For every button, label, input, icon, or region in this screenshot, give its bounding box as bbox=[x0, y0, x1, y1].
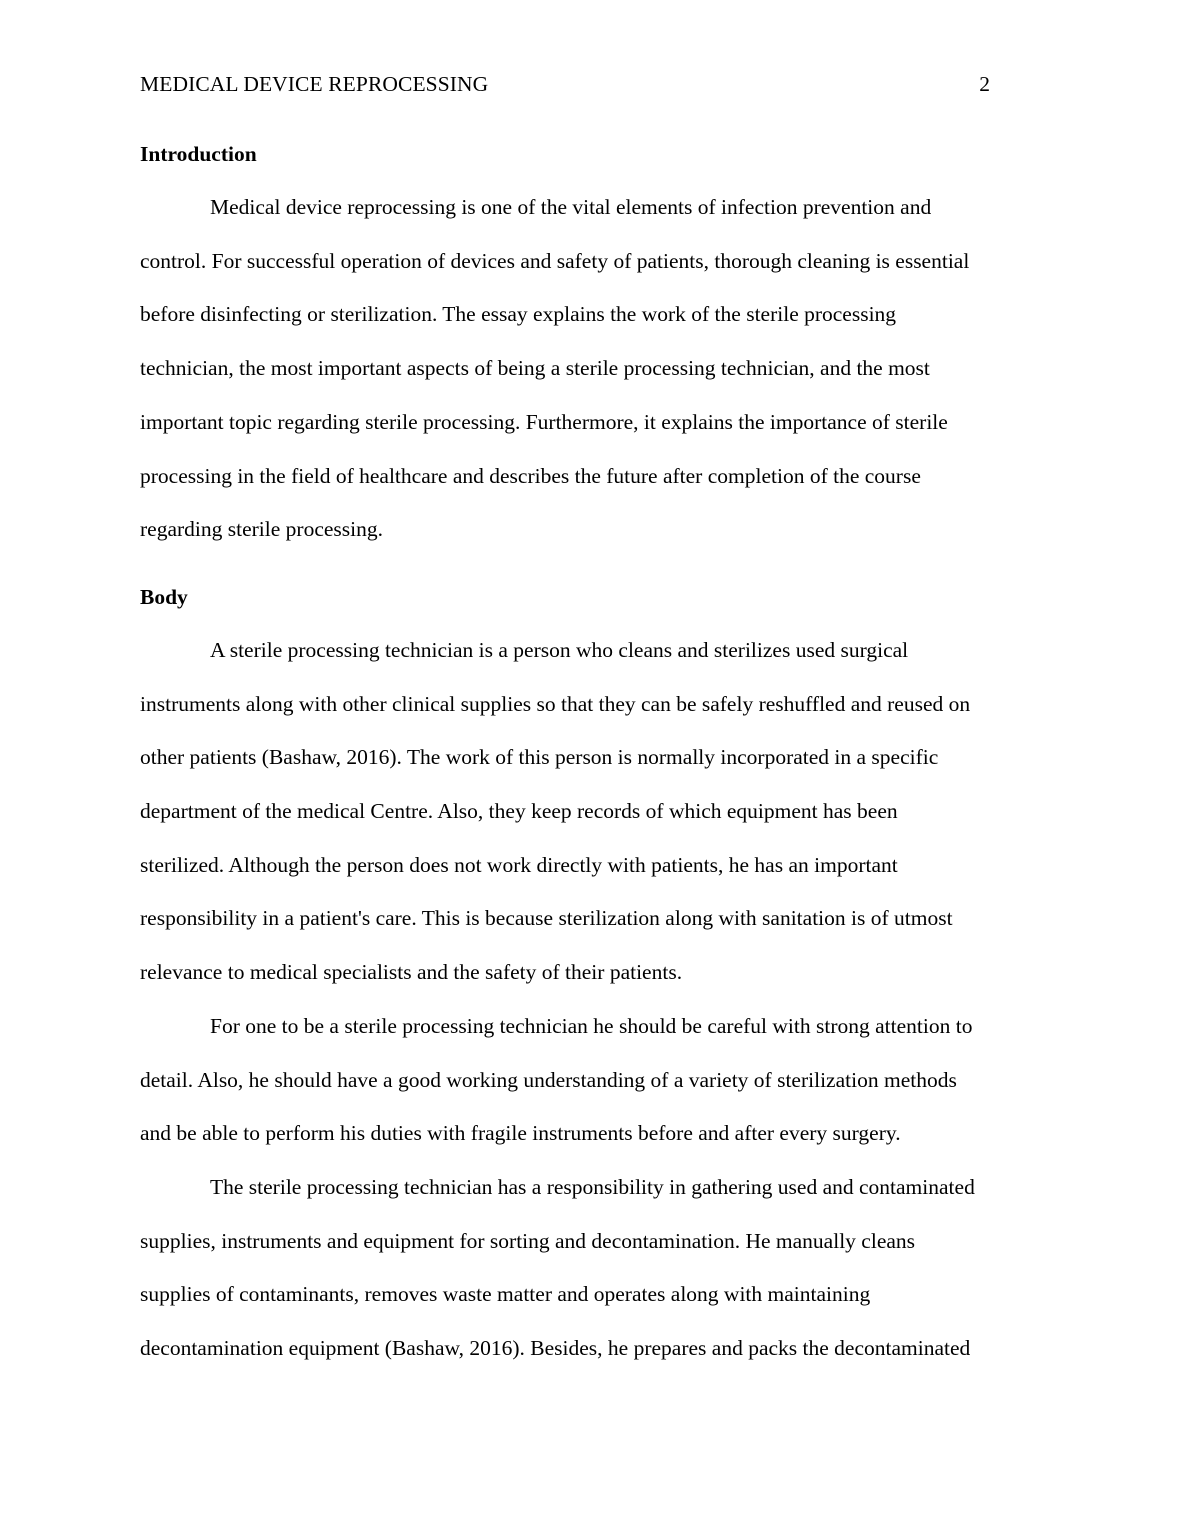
running-head: MEDICAL DEVICE REPROCESSING bbox=[140, 72, 489, 96]
text-line: processing in the field of healthcare and describes the future after completion of the course bbox=[140, 463, 921, 488]
text-line: decontamination equipment (Bashaw, 2016). Besides, he prepares and packs the decontaminated bbox=[140, 1336, 971, 1361]
text-line: supplies, instruments and equipment for sorting and decontamination. He manually cleans bbox=[140, 1228, 916, 1253]
text-line: technician, the most important aspects of being a sterile processing technician, and the most bbox=[140, 356, 930, 381]
paragraph-body-1 bbox=[140, 624, 1050, 1000]
text-line: relevance to medical specialists and the safety of their patients. bbox=[140, 960, 683, 985]
text-line: instruments along with other clinical supplies so that they can be safely reshuffled and reused on bbox=[140, 691, 971, 716]
text-line: detail. Also, he should have a good working understanding of a variety of sterilization methods bbox=[140, 1067, 957, 1092]
text-line: responsibility in a patient's care. This is because sterilization along with sanitation is of utmost bbox=[140, 906, 953, 931]
text-line: The sterile processing technician has a responsibility in gathering used and contaminated bbox=[210, 1174, 975, 1199]
text-line: and be able to perform his duties with fragile instruments before and after every surgery. bbox=[140, 1121, 901, 1146]
text-line: For one to be a sterile processing technician he should be careful with strong attention to bbox=[210, 1013, 973, 1038]
text-line: other patients (Bashaw, 2016). The work of this person is normally incorporated in a specific bbox=[140, 745, 939, 770]
text-line: supplies of contaminants, removes waste matter and operates along with maintaining bbox=[140, 1282, 871, 1307]
text-line: regarding sterile processing. bbox=[140, 517, 383, 542]
section-heading-introduction: Introduction bbox=[140, 142, 257, 166]
text-line: department of the medical Centre. Also, they keep records of which equipment has been bbox=[140, 799, 898, 824]
text-line: control. For successful operation of devices and safety of patients, thorough cleaning is essential bbox=[140, 248, 970, 273]
paragraph-introduction bbox=[140, 181, 1050, 557]
page-number: 2 bbox=[979, 72, 990, 96]
page-header bbox=[140, 70, 990, 100]
text-line: sterilized. Although the person does not work directly with patients, he has an important bbox=[140, 852, 898, 877]
document-body bbox=[140, 140, 1050, 1376]
paragraph-body-2 bbox=[140, 1000, 1050, 1161]
text-line: important topic regarding sterile processing. Furthermore, it explains the importance of sterile bbox=[140, 409, 948, 434]
text-line: Medical device reprocessing is one of the vital elements of infection prevention and bbox=[210, 195, 932, 219]
text-line: before disinfecting or sterilization. The essay explains the work of the sterile processing bbox=[140, 302, 897, 327]
text-line: A sterile processing technician is a person who cleans and sterilizes used surgical bbox=[210, 637, 909, 662]
paragraph-body-3 bbox=[140, 1161, 1050, 1376]
section-heading-body: Body bbox=[140, 584, 188, 609]
